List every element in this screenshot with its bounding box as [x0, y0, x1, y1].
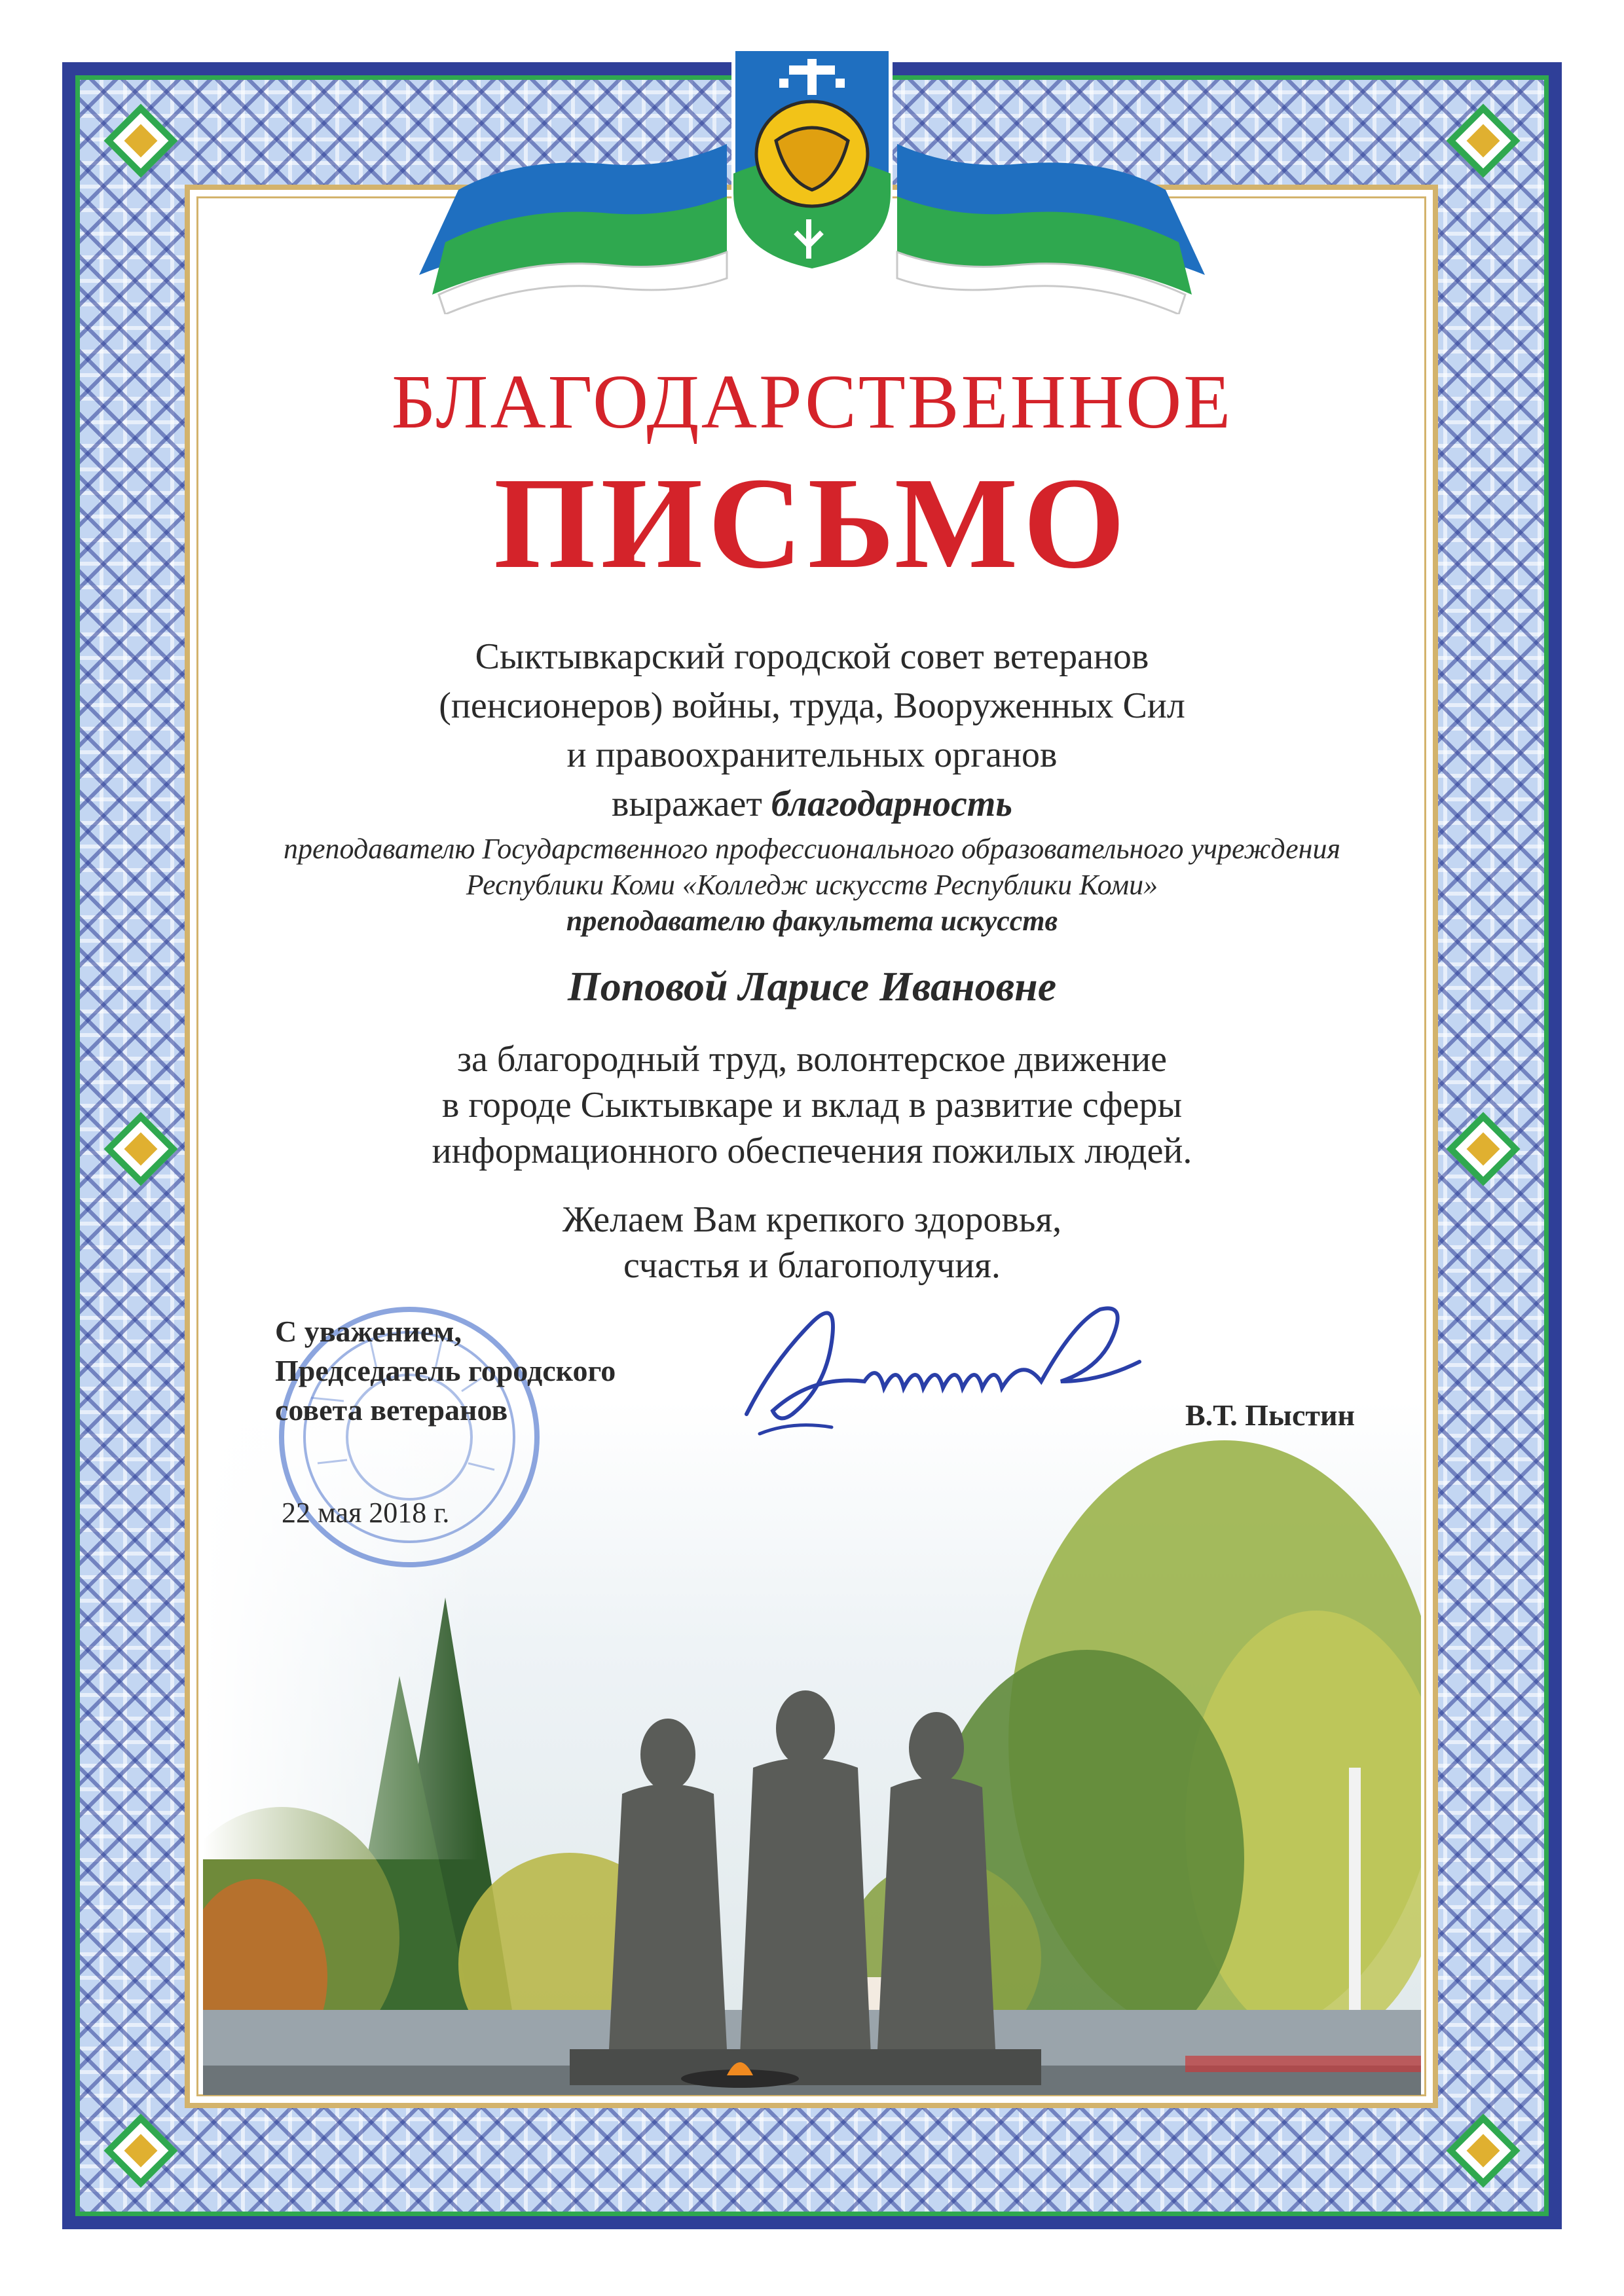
org-line-2: (пенсионеров) войны, труда, Вооруженных Сил [439, 685, 1185, 726]
regards-line-1: С уважением, [275, 1315, 462, 1348]
coat-of-arms-icon [727, 43, 897, 272]
org-line-3: и правоохранительных органов [566, 735, 1058, 775]
corner-ornament-icon [98, 2108, 183, 2193]
title-line-1: БЛАГОДАРСТВЕННОЕ [391, 359, 1233, 445]
corner-ornament-icon [1441, 98, 1526, 183]
expresses-line [196, 786, 1428, 822]
signature [733, 1283, 1257, 1453]
recipient-role-line-1: преподавателю Государственного профессионального образовательного учреждения [284, 833, 1340, 865]
corner-ornament-icon [98, 98, 183, 183]
reason-line-1: за благородный труд, волонтерское движение [456, 1039, 1168, 1080]
recipient-role-line-2: Республики Коми «Колледж искусств Республики Коми» [466, 869, 1158, 901]
wish-line-1: Желаем Вам крепкого здоровья, [562, 1199, 1062, 1240]
corner-ornament-icon [1441, 2108, 1526, 2193]
date: 22 мая 2018 г. [282, 1497, 450, 1529]
recipient-role-line-3: преподавателю факультета искусств [566, 905, 1058, 937]
reason-line-2: в городе Сыктывкаре и вклад в развитие сферы [441, 1085, 1183, 1125]
recipient-name: Поповой Ларисе Ивановне [567, 963, 1057, 1010]
org-line-1: Сыктывкарский городской совет ветеранов [475, 636, 1149, 677]
expresses-word: выражает [612, 784, 762, 824]
thanks-word: благодарность [771, 784, 1012, 824]
regards-line-2: Председатель городского [275, 1354, 616, 1387]
reason-line-3: информационного обеспечения пожилых людей. [432, 1131, 1192, 1171]
signer-name: В.Т. Пыстин [1185, 1398, 1355, 1432]
regards-line-3: совета ветеранов [275, 1393, 508, 1427]
side-ornament-icon [98, 1106, 183, 1192]
wish-line-2: счастья и благополучия. [623, 1245, 1001, 1286]
title-line-2: ПИСЬМО [493, 451, 1131, 596]
side-ornament-icon [1441, 1106, 1526, 1192]
